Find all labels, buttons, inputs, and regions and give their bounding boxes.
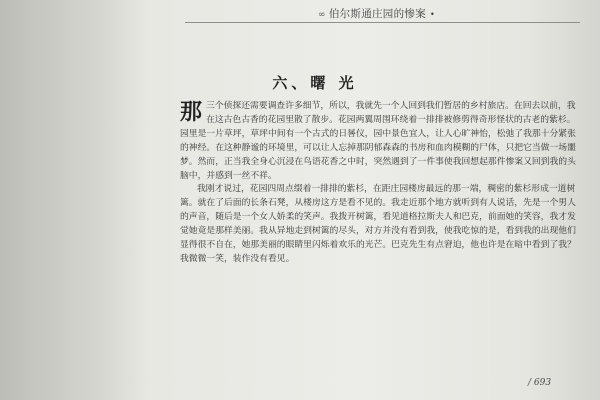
drop-cap: 那 <box>180 99 203 125</box>
header-rule <box>185 22 580 23</box>
page-number: / 693 <box>528 378 552 388</box>
chapter-title: 六、曙 光 <box>272 74 358 92</box>
ornament-icon: ∞ <box>318 10 326 20</box>
running-head-title: 伯尔斯通庄园的惨案 <box>328 8 427 20</box>
running-head-marker: • <box>430 10 436 19</box>
paragraph-1-text: 三个侦探还需要调查许多细节，所以，我就先一个人回到我们暂居的乡村旅店。在回去以前，我在这古色古香的花园里散了散步。花园两翼周围环绕着一排排被修剪得奇形怪状的古老的紫杉。园里是一片草坪，草坪中间有一个古式的日晷仪，园中景色宜人，让人心旷神怡，松弛了我那十分紧张的神经。在这种静谧的环境里，可以让人忘掉那阴郁森森的书房和血肉模糊的尸体，只把它当做一场噩梦。然而，正当我全身心沉浸在鸟语花香之中时，突然遇到了一件事使我回想起那件惨案又回到我的头脑中，并感到一丝不祥。 <box>180 101 576 181</box>
paragraph-1 <box>180 100 580 183</box>
running-head <box>318 6 578 21</box>
paragraph-2: 我刚才说过，花园四周点缀着一排排的紫杉，在距庄园楼房最远的那一端，稠密的紫杉形成一道树篱。就在了后面的长条石凳，从楼房这方是看不见的。我走近那个地方就听到有人说话，先是一个男人的声音，随后是一个女人娇柔的笑声。我拨开树篱，看见道格拉斯夫人和巴克，前面她的笑容，我才发觉她竟是那样美丽。我从异地走到树篱的尽头，对方并没有看到我，使我吃惊的是，看到我的出现他们显得很不自在，她那美丽的眼睛里闪烁着欢乐的光芒。巴克先生有点窘迫，他也许是在暗中看到了我？我微微一笑，装作没有看见。 <box>180 184 576 264</box>
body-text <box>180 100 580 267</box>
page-gutter-shadow <box>0 0 150 400</box>
